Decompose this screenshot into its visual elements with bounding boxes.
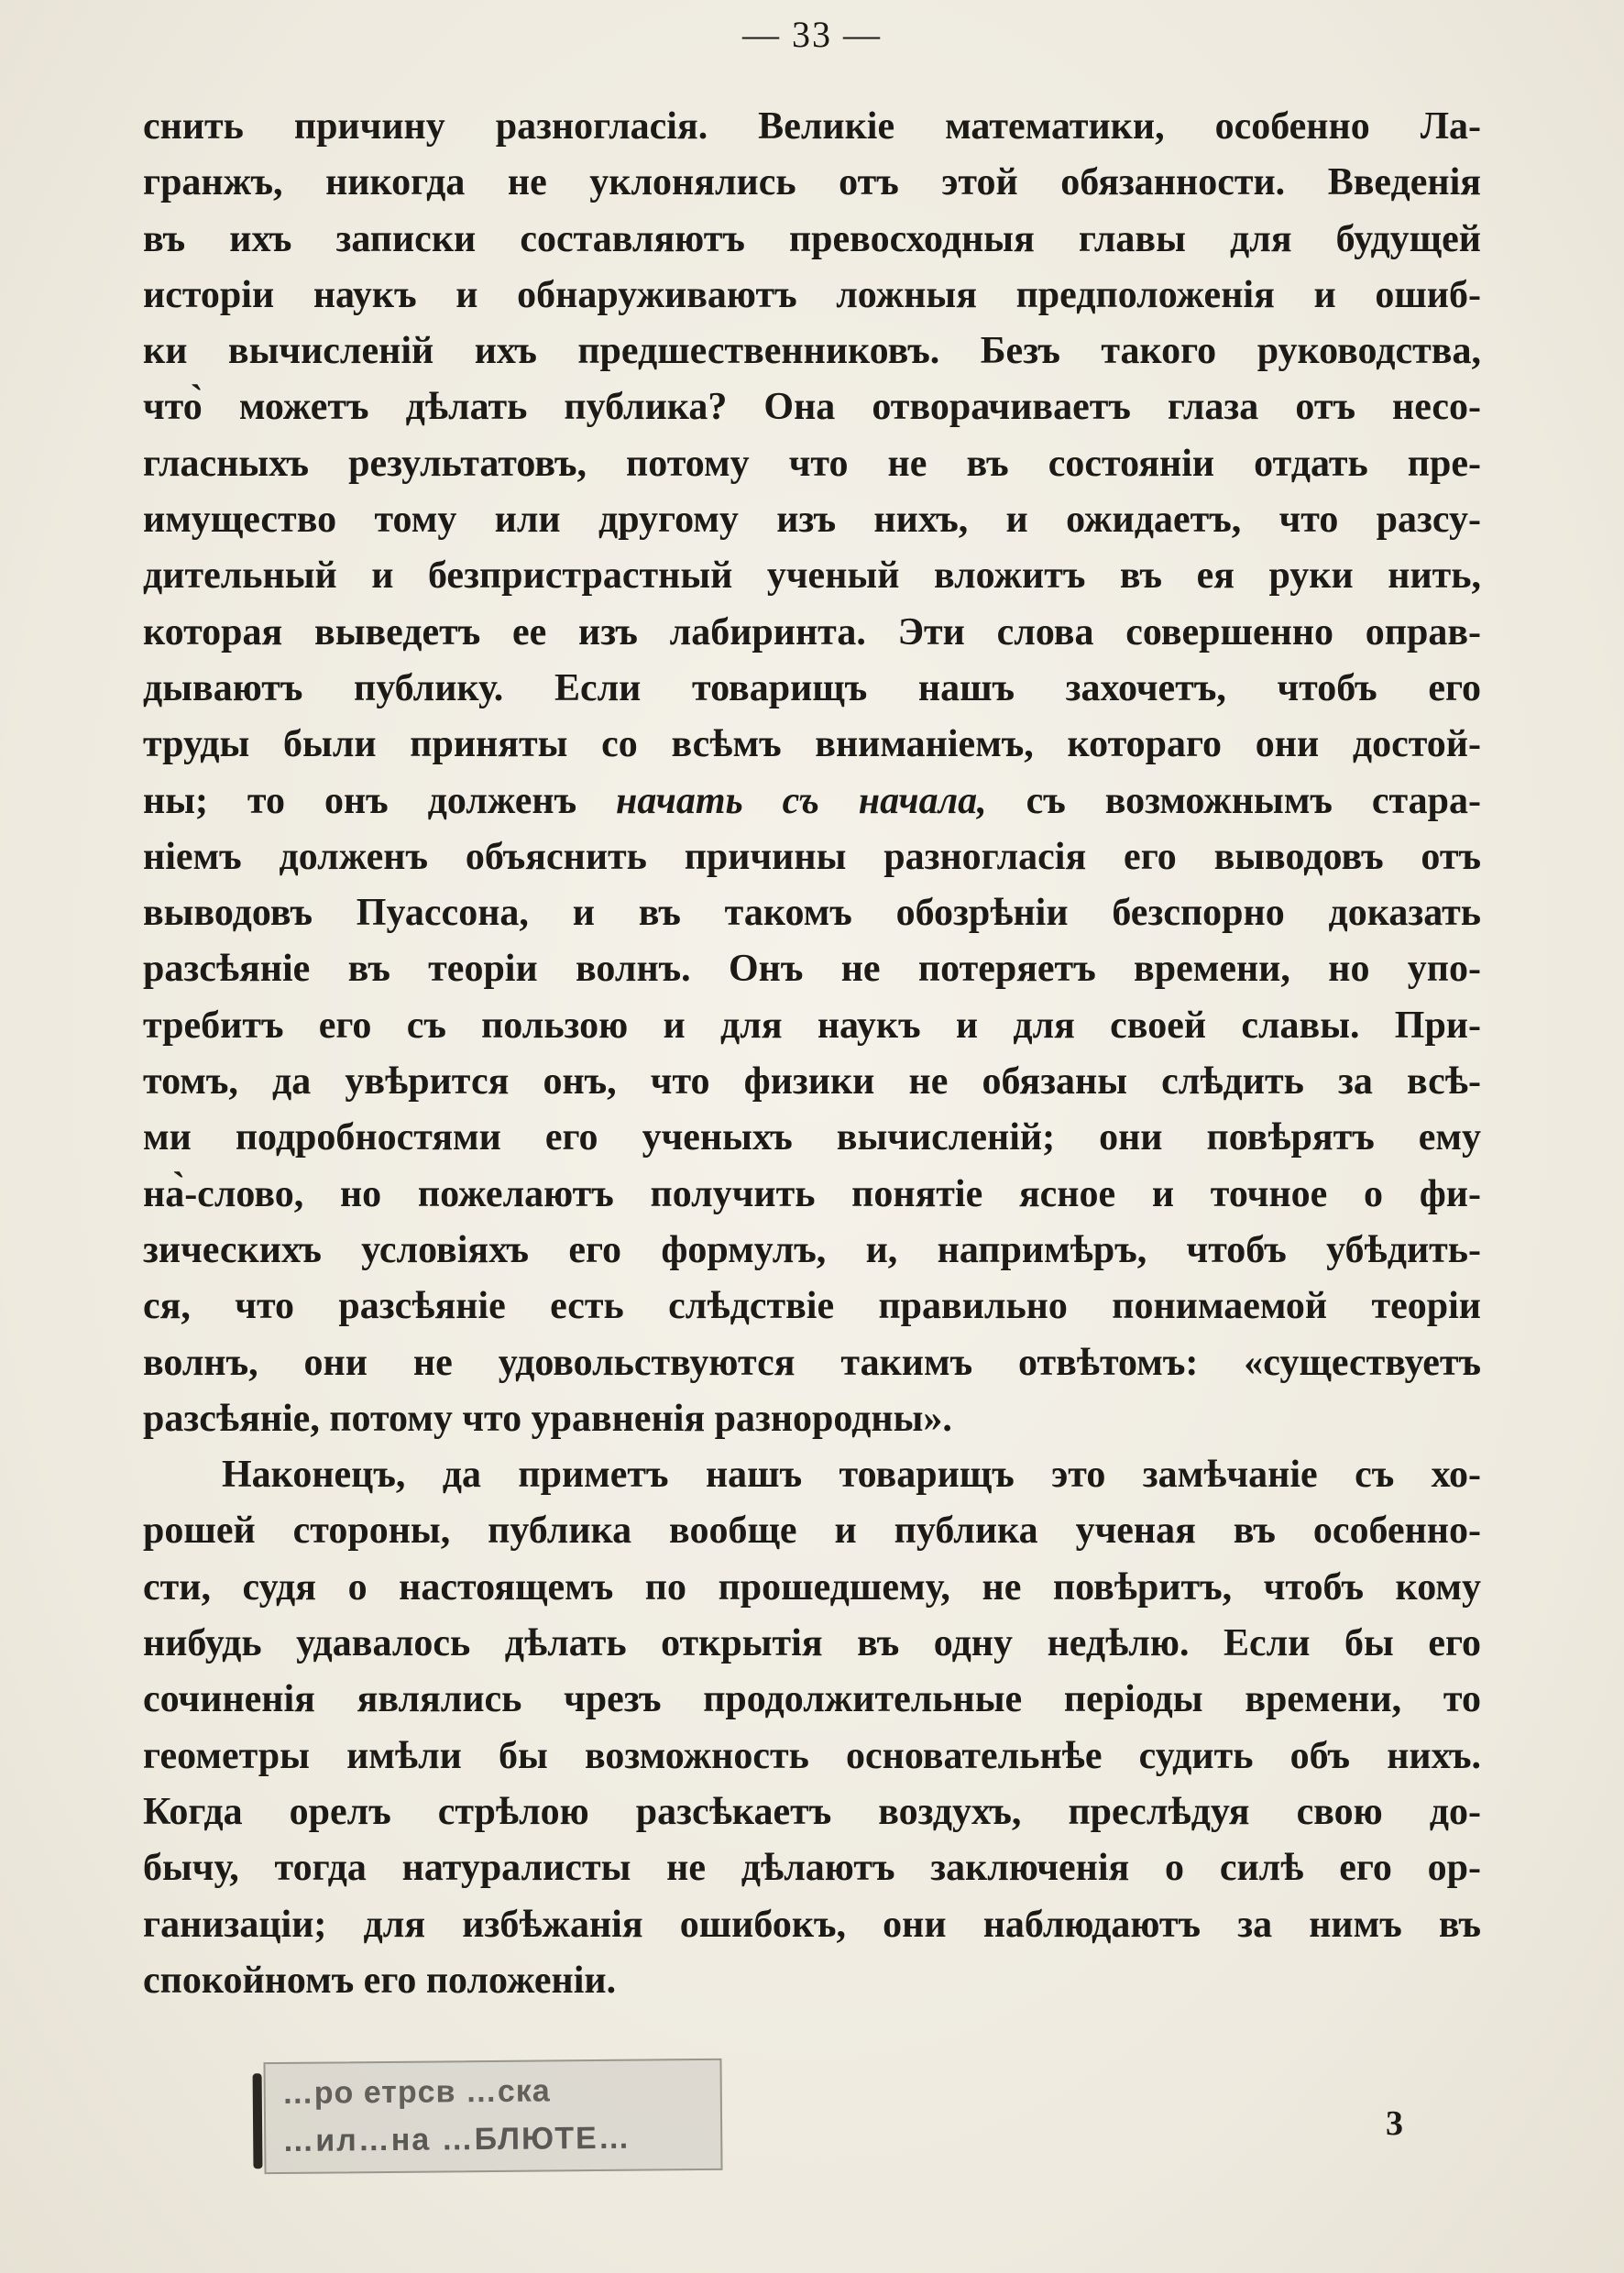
- text-segment: ны; то онъ долженъ: [143, 779, 617, 822]
- text-line: на̀-слово, но пожелаютъ получить понятіе ясное и точное о фи-: [143, 1172, 1481, 1215]
- text-line: ся, что разсѣяніе есть слѣдствіе правильно понимаемой теоріи: [143, 1285, 1481, 1328]
- text-line: выводовъ Пуассона, и въ такомъ обозрѣніи безспорно доказать: [143, 892, 1481, 935]
- text-line: ніемъ долженъ объяснить причины разногласія его выводовъ отъ: [143, 835, 1481, 878]
- text-line: которая выведетъ ее изъ лабиринта. Эти слова совершенно оправ-: [143, 610, 1481, 653]
- text-line: разсѣяніе въ теоріи волнъ. Онъ не потеряетъ времени, но упо-: [143, 948, 1481, 991]
- text-line: въ ихъ записки составляютъ превосходныя главы для будущей: [143, 217, 1481, 260]
- text-segment: съ возможнымъ стара-: [986, 779, 1481, 822]
- stamp-text: …ро етрсв …ска: [281, 2073, 551, 2112]
- text-line: томъ, да увѣрится онъ, что физики не обязаны слѣдить за всѣ-: [143, 1060, 1481, 1104]
- text-line: разсѣяніе, потому что уравненія разнородны».: [143, 1397, 952, 1440]
- text-line: зическихъ условіяхъ его формулъ, и, напримѣръ, чтобъ убѣдить-: [143, 1228, 1481, 1271]
- text-line: бычу, тогда натуралисты не дѣлаютъ заключенія о силѣ его ор-: [143, 1847, 1481, 1890]
- text-line: гласныхъ результатовъ, потому что не въ состояніи отдать пре-: [143, 442, 1481, 485]
- text-line: спокойномъ его положеніи.: [143, 1959, 617, 2002]
- stamp-text: …ил…на …БЛЮТЕ…: [282, 2120, 631, 2159]
- text-line: исторіи наукъ и обнаруживаютъ ложныя предположенія и ошиб-: [143, 273, 1481, 316]
- italic-phrase: начать съ начала,: [616, 779, 987, 822]
- text-line: имущество тому или другому изъ нихъ, и ожидаетъ, что разсу-: [143, 499, 1481, 542]
- text-line: сти, судя о настоящемъ по прошедшему, не повѣритъ, чтобъ кому: [143, 1565, 1481, 1609]
- text-line: [143, 774, 1481, 829]
- text-line: снить причину разногласія. Великіе математики, особенно Ла-: [143, 105, 1481, 148]
- signature-mark: 3: [1386, 2104, 1403, 2143]
- text-line: сочиненія являлись чрезъ продолжительные періоды времени, то: [143, 1678, 1481, 1721]
- text-line: дительный и безпристрастный ученый вложитъ въ ея руки нить,: [143, 555, 1481, 598]
- text-line: труды были приняты со всѣмъ вниманіемъ, котораго они достой-: [143, 723, 1481, 766]
- text-line: ганизаціи; для избѣжанія ошибокъ, они наблюдаютъ за нимъ въ: [143, 1903, 1481, 1946]
- text-line: ки вычисленій ихъ предшественниковъ. Безъ такого руководства,: [143, 330, 1481, 373]
- text-line: Наконецъ, да приметъ нашъ товарищъ это замѣчаніе съ хо-: [222, 1454, 1481, 1497]
- text-line: что̀ можетъ дѣлать публика? Она отворачиваетъ глаза отъ несо-: [143, 386, 1481, 429]
- body-text: [143, 99, 1481, 2009]
- text-line: нибудь удавалось дѣлать открытія въ одну недѣлю. Если бы его: [143, 1622, 1481, 1665]
- ink-mark: [253, 2073, 263, 2169]
- text-line: Когда орелъ стрѣлою разсѣкаетъ воздухъ, преслѣдуя свою до-: [143, 1790, 1481, 1833]
- text-line: ми подробностями его ученыхъ вычисленій; они повѣрятъ ему: [143, 1116, 1481, 1159]
- text-line: требитъ его съ пользою и для наукъ и для своей славы. При-: [143, 1004, 1481, 1047]
- text-line: рошей стороны, публика вообще и публика ученая въ особенно-: [143, 1510, 1481, 1553]
- library-stamp: [263, 2059, 722, 2174]
- text-line: волнъ, они не удовольствуются такимъ отвѣтомъ: «существуетъ: [143, 1341, 1481, 1384]
- page-number: — 33 —: [742, 14, 882, 55]
- text-line: геометры имѣли бы возможность основательнѣе судить объ нихъ.: [143, 1734, 1481, 1777]
- text-line: гранжъ, никогда не уклонялись отъ этой обязанности. Введенія: [143, 161, 1481, 204]
- text-line: дываютъ публику. Если товарищъ нашъ захочетъ, чтобъ его: [143, 666, 1481, 709]
